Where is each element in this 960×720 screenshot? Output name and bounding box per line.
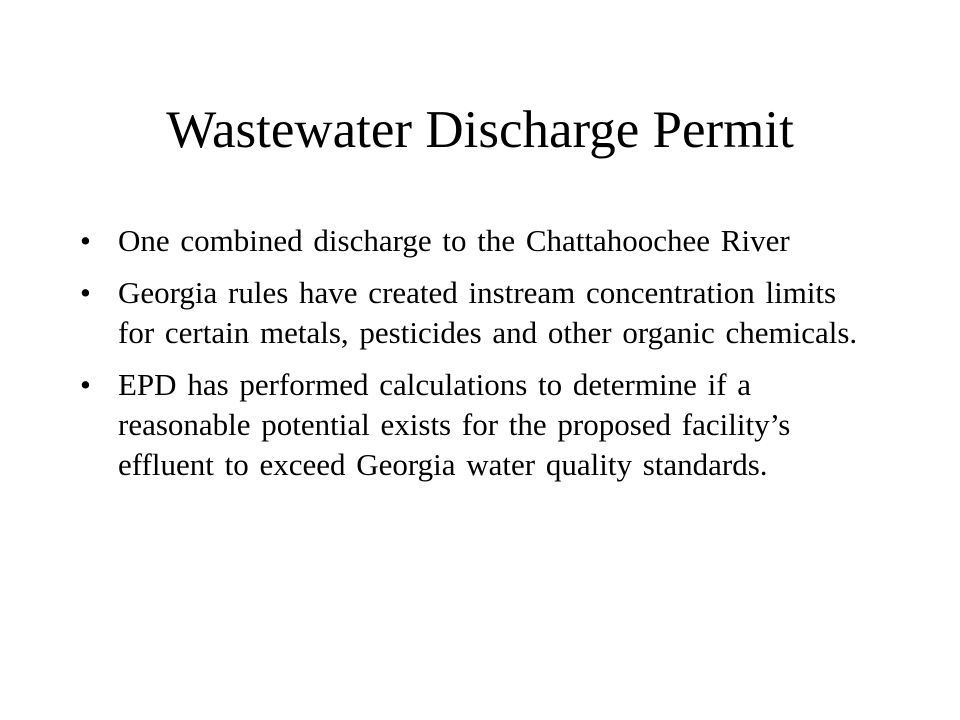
bullet-item: [80, 221, 880, 261]
bullet-list: [80, 221, 880, 497]
bullet-text: EPD has performed calculations to determine if a reasonable potential exists for the proposed facility’s effluent to exceed Georgia water quality standards.: [118, 367, 791, 482]
bullet-dot-icon: •: [80, 275, 91, 310]
bullet-item: [80, 273, 880, 353]
bullet-text: Georgia rules have created instream concentration limits for certain metals, pesticides and other organic chemicals.: [118, 275, 858, 350]
bullet-dot-icon: •: [80, 367, 91, 402]
bullet-dot-icon: •: [80, 223, 91, 258]
slide-title: Wastewater Discharge Permit: [166, 101, 794, 159]
bullet-text: One combined discharge to the Chattahoochee River: [118, 223, 790, 258]
bullet-item: [80, 365, 880, 485]
